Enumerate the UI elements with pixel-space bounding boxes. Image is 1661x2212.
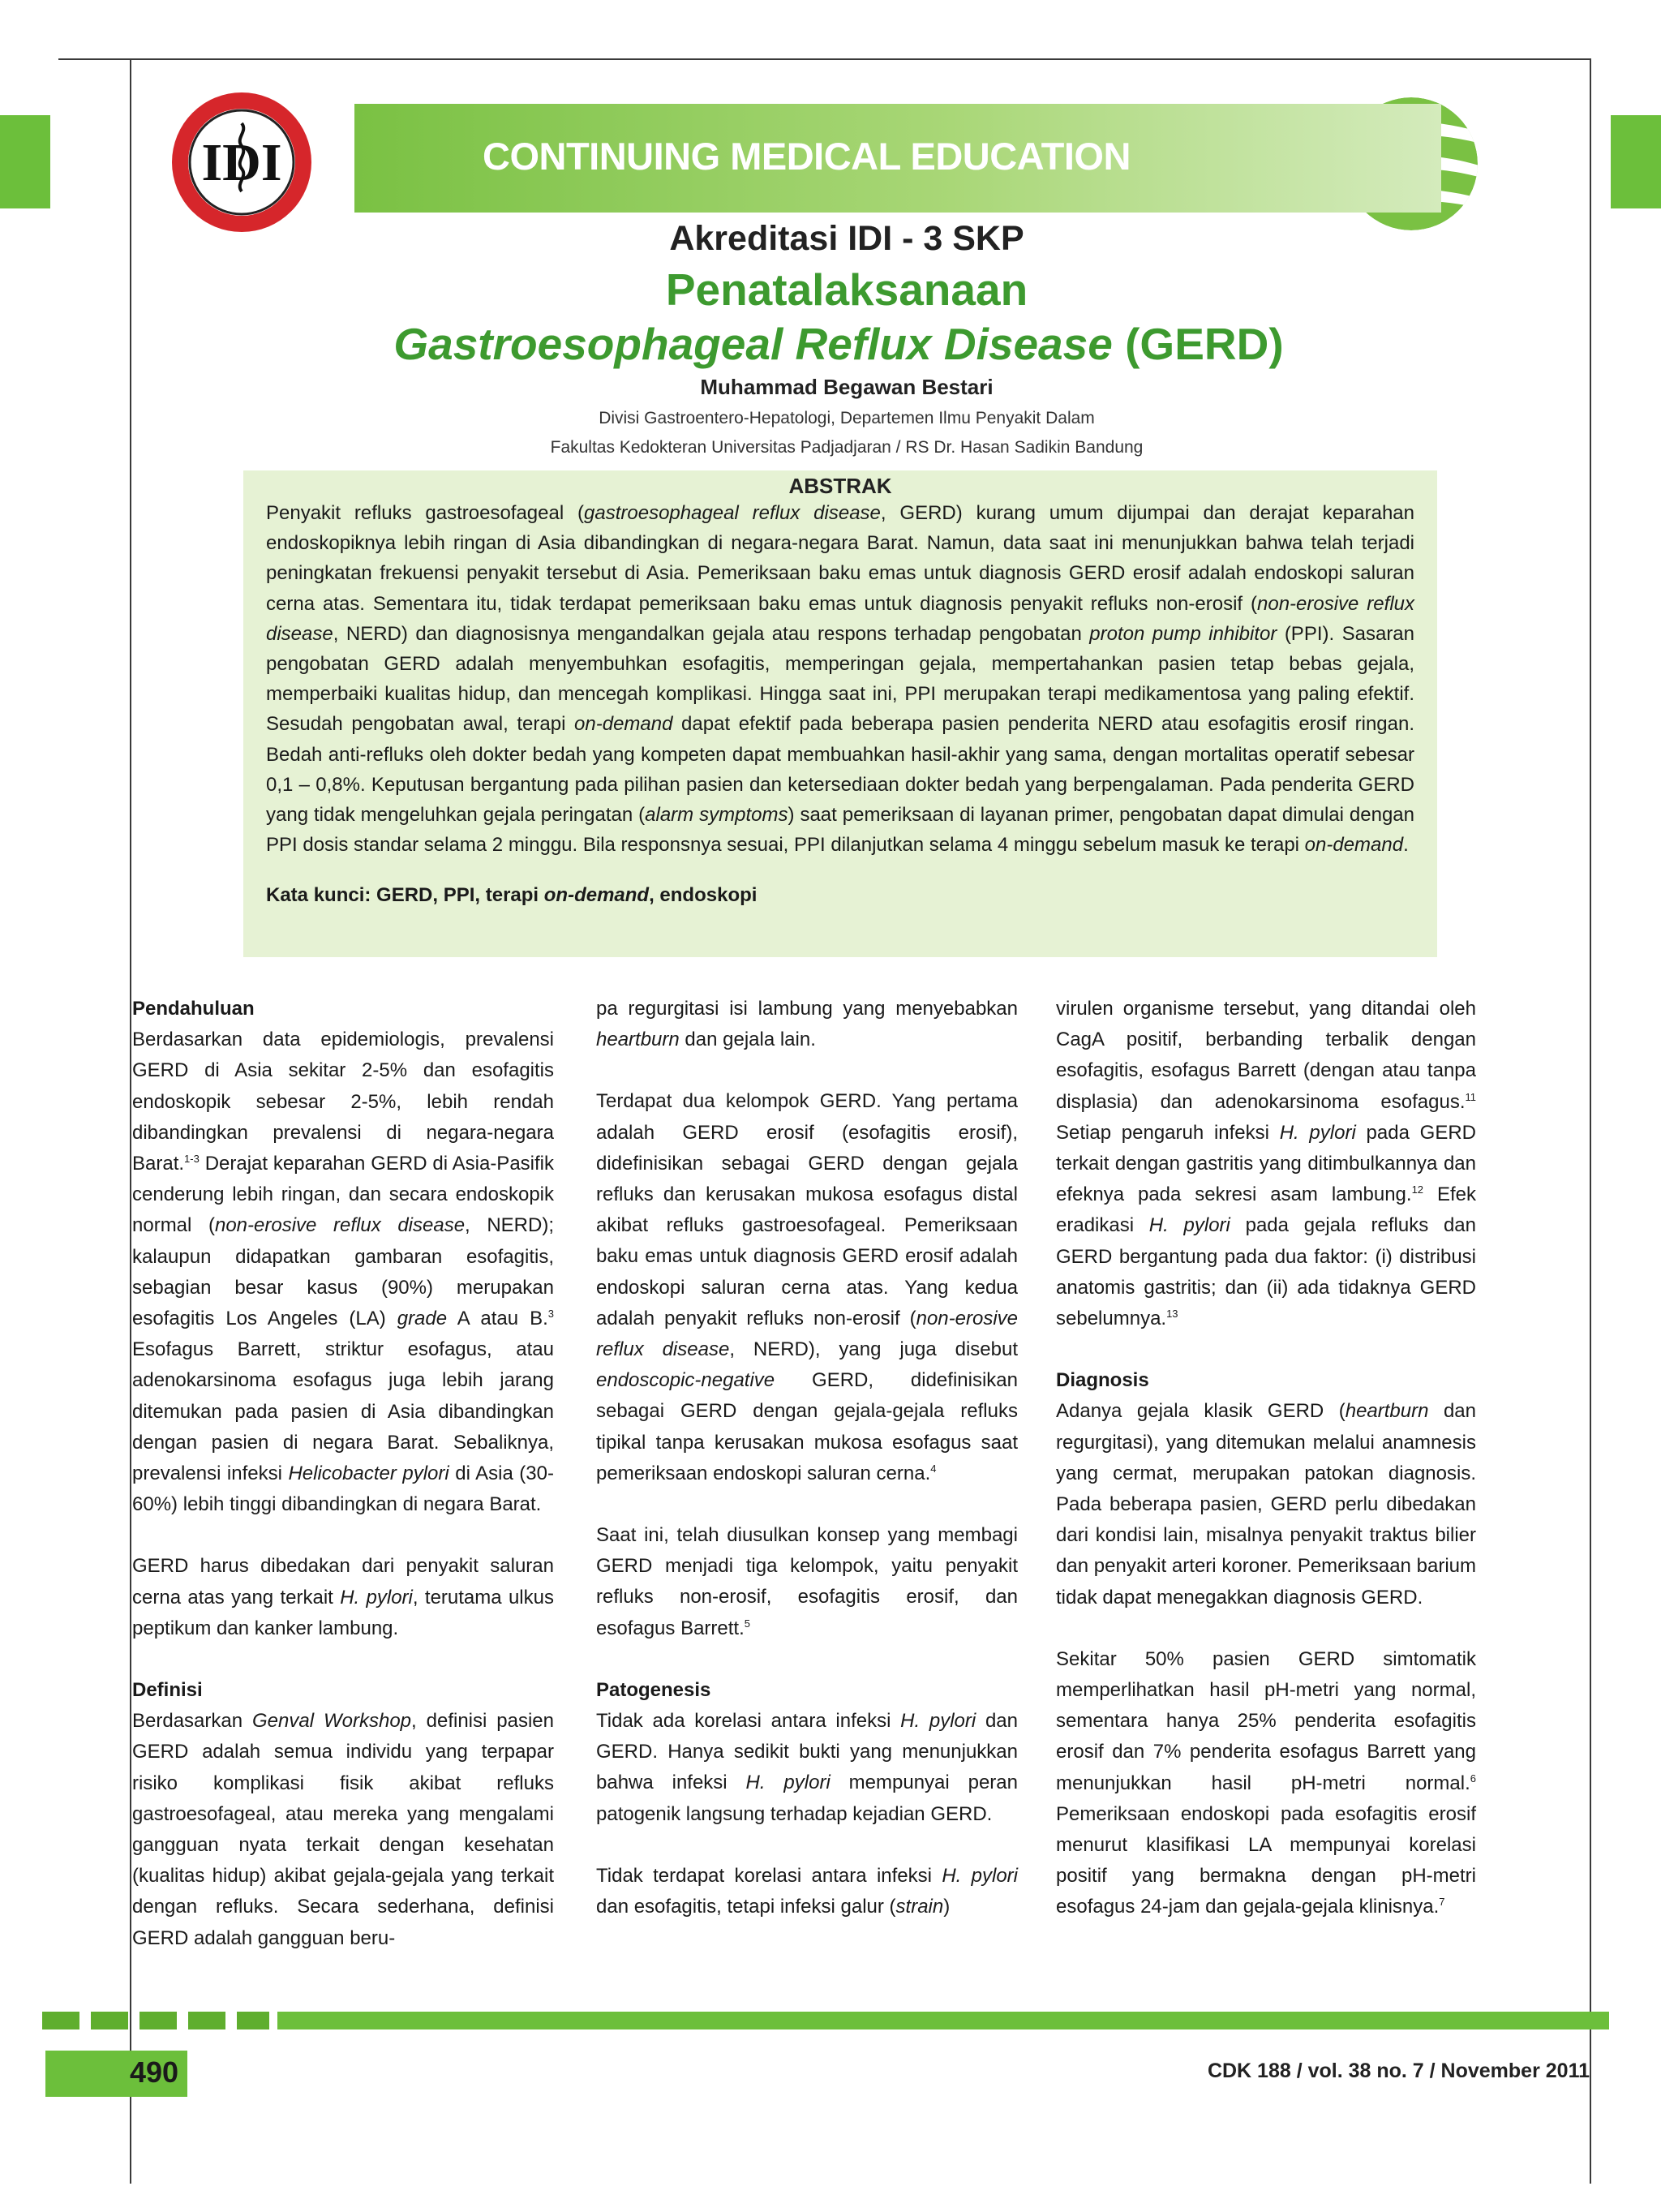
section-heading-pendahuluan: Pendahuluan [132, 998, 255, 1020]
body-column-3 [1056, 994, 1476, 1954]
paragraph: Sekitar 50% pasien GERD simtomatik memperlihatkan hasil pH-metri yang normal, sementara hanya 25% penderita esofagitis erosif dan 7% penderita esofagus Barrett yang menunjukkan hasil pH-metri normal.$^6$ Pemeriksaan endoskopi pada esofagitis erosif menurut klasifikasi LA mempunyai korelasi positif yang bermakna dengan pH-metri esofagus 24-jam dan gejala-gejala klinisnya.$^7$ [1056, 1647, 1476, 1918]
paragraph: Berdasarkan Genval Workshop, definisi pasien GERD adalah semua individu yang terpapar risiko komplikasi fisik akibat refluks gastroesofageal, atau mereka yang mengalami gangguan nyata terkait dengan kesehatan (kualitas hidup) akibat gejala-gejala yang terkait dengan refluks. Secara sederhana, definisi GERD adalah gangguan beru- [132, 1710, 554, 1949]
paragraph: pa regurgitasi isi lambung yang menyebabkan heartburn dan gejala lain. [596, 998, 1018, 1051]
paragraph: Saat ini, telah diusulkan konsep yang membagi GERD menjadi tiga kelompok, yaitu penyakit refluks non-erosif, esofagitis erosif, dan esofagus Barrett.$^5$ [596, 1524, 1018, 1639]
article-title-line1: Penatalaksanaan [665, 264, 1028, 315]
section-heading-patogenesis: Patogenesis [596, 1678, 711, 1701]
paragraph: virulen organisme tersebut, yang ditandai oleh CagA positif, berbanding terbalik dengan esofagitis, esofagus Barrett (dengan atau tanpa displasia) dan adenokarsinoma esofagus.$^{11}$ Setiap pengaruh infeksi H. pylori pada GERD terkait dengan gastritis yang ditimbulkannya dan efeknya pada sekresi asam lambung.$^{12}$ Efek eradikasi H. pylori pada gejala refluks dan GERD bergantung pada dua faktor: (i) distribusi anatomis gastritis; dan (ii) ada tidaknya GERD sebelumnya.$^{13}$ [1056, 998, 1476, 1330]
paragraph: Tidak ada korelasi antara infeksi H. pylori dan GERD. Hanya sedikit bukti yang menunjukkan bahwa infeksi H. pylori mempunyai peran patogenik langsung terhadap kejadian GERD. [596, 1710, 1018, 1825]
abstract-box [243, 470, 1437, 957]
abstract-heading: ABSTRAK [788, 474, 892, 498]
paragraph: Adanya gejala klasik GERD (heartburn dan regurgitasi), yang ditemukan melalui anamnesis yang cermat, merupakan patokan diagnosis. Pada beberapa pasien, GERD perlu dibedakan dari kondisi lain, misalnya penyakit traktus bilier dan penyakit arteri koroner. Pemeriksaan barium tidak dapat menegakkan diagnosis GERD. [1056, 1400, 1476, 1609]
idi-logo [170, 91, 313, 234]
accreditation-line: Akreditasi IDI - 3 SKP [669, 219, 1024, 258]
paragraph: Berdasarkan data epidemiologis, prevalensi GERD di Asia sekitar 2-5% dan esofagitis endoskopik sebesar 2-5%, lebih rendah dibandingkan prevalensi di negara-negara Barat.$^{1-3}$ Derajat keparahan GERD di Asia-Pasifik cenderung lebih ringan, dan secara endoskopik normal (non-erosive reflux disease, NERD); kalaupun didapatkan gambaran esofagitis, sebagian besar kasus (90%) merupakan esofagitis Los Angeles (LA) grade A atau B.$^3$ Esofagus Barrett, striktur esofagus, atau adenokarsinoma esofagus juga lebih jarang ditemukan pada pasien di Asia dibandingkan dengan pasien di negara Barat. Sebaliknya, prevalensi infeksi Helicobacter pylori di Asia (30-60%) lebih tinggi dibandingkan di negara Barat. [132, 1029, 554, 1516]
footer-dash [237, 2012, 269, 2029]
article-title-italic: Gastroesophageal Reflux Disease [393, 319, 1113, 369]
paragraph: GERD harus dibedakan dari penyakit saluran cerna atas yang terkait H. pylori, terutama ulkus peptikum dan kanker lambung. [132, 1555, 554, 1639]
footer-rule [277, 2012, 1609, 2029]
article-title-line2 [0, 318, 1661, 370]
frame-top-line [58, 58, 1591, 60]
footer-dash [91, 2012, 128, 2029]
page-number: 490 [130, 2055, 179, 2089]
abstract-text: Penyakit refluks gastroesofageal (gastroesophageal reflux disease, GERD) kurang umum dijumpai dan derajat keparahan endoskopiknya lebih ringan di Asia dibandingkan di negara-negara Barat. Namun, data saat ini menunjukkan bahwa telah terjadi peningkatan frekuensi penyakit tersebut di Asia. Pemeriksaan baku emas untuk diagnosis GERD erosif adalah endoskopi saluran cerna atas. Sementara itu, tidak terdapat pemeriksaan baku emas untuk diagnosis penyakit refluks non-erosif (non-erosive reflux disease, NERD) dan diagnosisnya mengandalkan gejala atau respons terhadap pengobatan proton pump inhibitor (PPI). Sasaran pengobatan GERD adalah menyembuhkan esofagitis, memperingan gejala, mempertahankan pasien tetap bebas gejala, memperbaiki kualitas hidup, dan mencegah komplikasi. Hingga saat ini, PPI merupakan terapi medikamentosa yang paling efektif. Sesudah pengobatan awal, terapi on-demand dapat efektif pada beberapa pasien penderita NERD atau esofagitis erosif ringan. Bedah anti-refluks oleh dokter bedah yang kompeten dapat membuahkan hasil-akhir yang sama, dengan mortalitas operatif sebesar 0,1 – 0,8%. Keputusan bergantung pada pilihan pasien dan ketersediaan dokter bedah yang berpengalaman. Pada penderita GERD yang tidak mengeluhkan gejala peringatan (alarm symptoms) saat pemeriksaan di layanan primer, pengobatan dapat dimulai dengan PPI dosis standar selama 2 minggu. Bila responsnya sesuai, PPI dilanjutkan selama 4 minggu sebelum masuk ke terapi on-demand. [266, 502, 1415, 857]
affiliation-line2: Fakultas Kedokteran Universitas Padjadjaran / RS Dr. Hasan Sadikin Bandung [550, 438, 1144, 457]
section-heading-diagnosis: Diagnosis [1056, 1369, 1149, 1392]
author-name: Muhammad Begawan Bestari [700, 375, 994, 399]
footer-dash [188, 2012, 225, 2029]
side-accent-left [0, 115, 50, 208]
footer-dash [139, 2012, 177, 2029]
affiliation-line1: Divisi Gastroentero-Hepatologi, Departemen Ilmu Penyakit Dalam [599, 409, 1095, 427]
side-accent-right [1611, 115, 1661, 208]
article-title-acronym: (GERD) [1112, 319, 1284, 369]
paragraph: Tidak terdapat korelasi antara infeksi H. pylori dan esofagitis, tetapi infeksi galur (strain) [596, 1864, 1018, 1918]
keywords: Kata kunci: GERD, PPI, terapi on-demand, endoskopi [266, 884, 758, 907]
paragraph: Terdapat dua kelompok GERD. Yang pertama adalah GERD erosif (esofagitis erosif), didefinisikan sebagai GERD dengan gejala refluks dan kerusakan mukosa esofagus distal akibat refluks gastroesofageal. Pemeriksaan baku emas untuk diagnosis GERD erosif adalah endoskopi saluran cerna atas. Yang kedua adalah penyakit refluks non-erosif (non-erosive reflux disease, NERD), yang juga disebut endoscopic-negative GERD, didefinisikan sebagai GERD dengan gejala-gejala refluks tipikal tanpa kerusakan mukosa esofagus saat pemeriksaan endoskopi saluran cerna.$^4$ [596, 1090, 1019, 1484]
footer-dash [42, 2012, 79, 2029]
idi-logo-text: IDI [201, 133, 282, 192]
cme-banner-title: CONTINUING MEDICAL EDUCATION [483, 135, 1131, 178]
section-heading-definisi: Definisi [132, 1679, 203, 1702]
body-column-2 [596, 994, 1018, 1953]
journal-reference: CDK 188 / vol. 38 no. 7 / November 2011 [1207, 2060, 1590, 2082]
body-column-1 [132, 994, 554, 1985]
